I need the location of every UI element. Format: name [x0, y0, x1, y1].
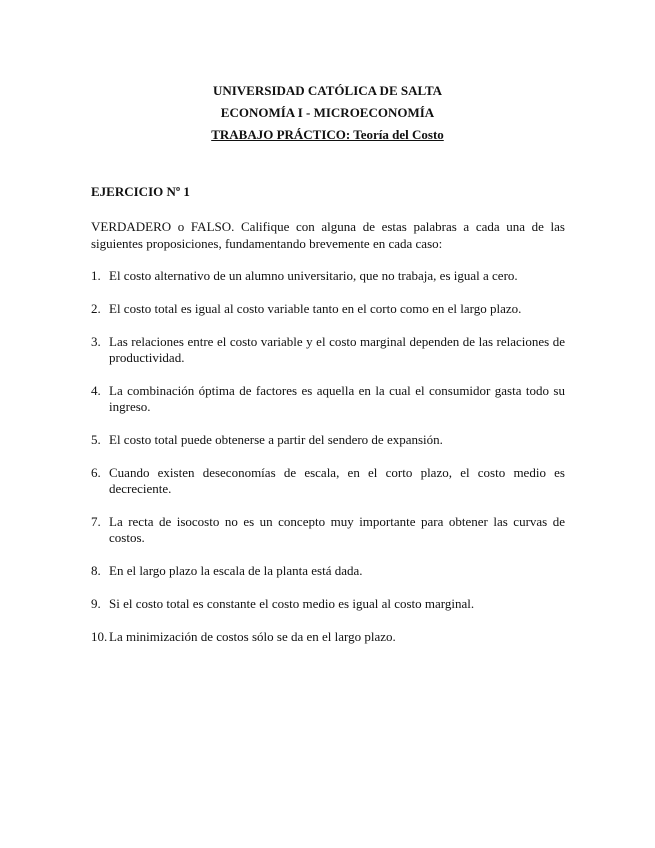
- question-number: 9.: [91, 596, 101, 611]
- question-item: [91, 268, 565, 284]
- course-name: ECONOMÍA I - MICROECONOMÍA: [220, 105, 435, 120]
- question-number: 3.: [91, 334, 101, 349]
- question-text: La minimización de costos sólo se da en el largo plazo.: [109, 629, 396, 644]
- question-number: 2.: [91, 301, 101, 316]
- question-number: 4.: [91, 383, 101, 398]
- question-text: El costo alternativo de un alumno universitario, que no trabaja, es igual a cero.: [109, 268, 518, 283]
- exercise-title: EJERCICIO Nº 1: [91, 184, 190, 199]
- question-item: [91, 301, 565, 317]
- assignment-title: TRABAJO PRÁCTICO: Teoría del Costo: [211, 127, 444, 142]
- question-item: [91, 514, 565, 546]
- question-item: [91, 432, 565, 448]
- question-item: [91, 563, 565, 579]
- question-text: En el largo plazo la escala de la planta está dada.: [109, 563, 363, 578]
- question-text: La combinación óptima de factores es aquella en la cual el consumidor gasta todo su ingreso.: [109, 383, 565, 414]
- question-text: Las relaciones entre el costo variable y el costo marginal dependen de las relaciones de productividad.: [109, 334, 565, 365]
- question-item: [91, 596, 565, 612]
- question-number: 1.: [91, 268, 101, 283]
- question-number: 7.: [91, 514, 101, 529]
- question-number: 6.: [91, 465, 101, 480]
- question-text: Si el costo total es constante el costo medio es igual al costo marginal.: [109, 596, 475, 611]
- question-list: [91, 268, 565, 662]
- university-name: UNIVERSIDAD CATÓLICA DE SALTA: [212, 83, 443, 98]
- question-text: El costo total es igual al costo variable tanto en el corto como en el largo plazo.: [109, 301, 522, 316]
- question-item: [91, 465, 565, 497]
- question-number: 10.: [91, 629, 108, 644]
- document-header: [0, 80, 655, 146]
- question-text: El costo total puede obtenerse a partir del sendero de expansión.: [109, 432, 443, 447]
- question-number: 8.: [91, 563, 101, 578]
- question-item: [91, 334, 565, 366]
- question-text: La recta de isocosto no es un concepto muy importante para obtener las curvas de costos.: [109, 514, 565, 545]
- question-number: 5.: [91, 432, 101, 447]
- question-item: [91, 383, 565, 415]
- question-item: [91, 629, 565, 645]
- question-text: Cuando existen deseconomías de escala, en el corto plazo, el costo medio es decreciente.: [109, 465, 565, 496]
- exercise-intro: VERDADERO o FALSO. Califique con alguna de estas palabras a cada una de las siguientes proposiciones, fundamentando brevemente en cada caso:: [91, 219, 565, 251]
